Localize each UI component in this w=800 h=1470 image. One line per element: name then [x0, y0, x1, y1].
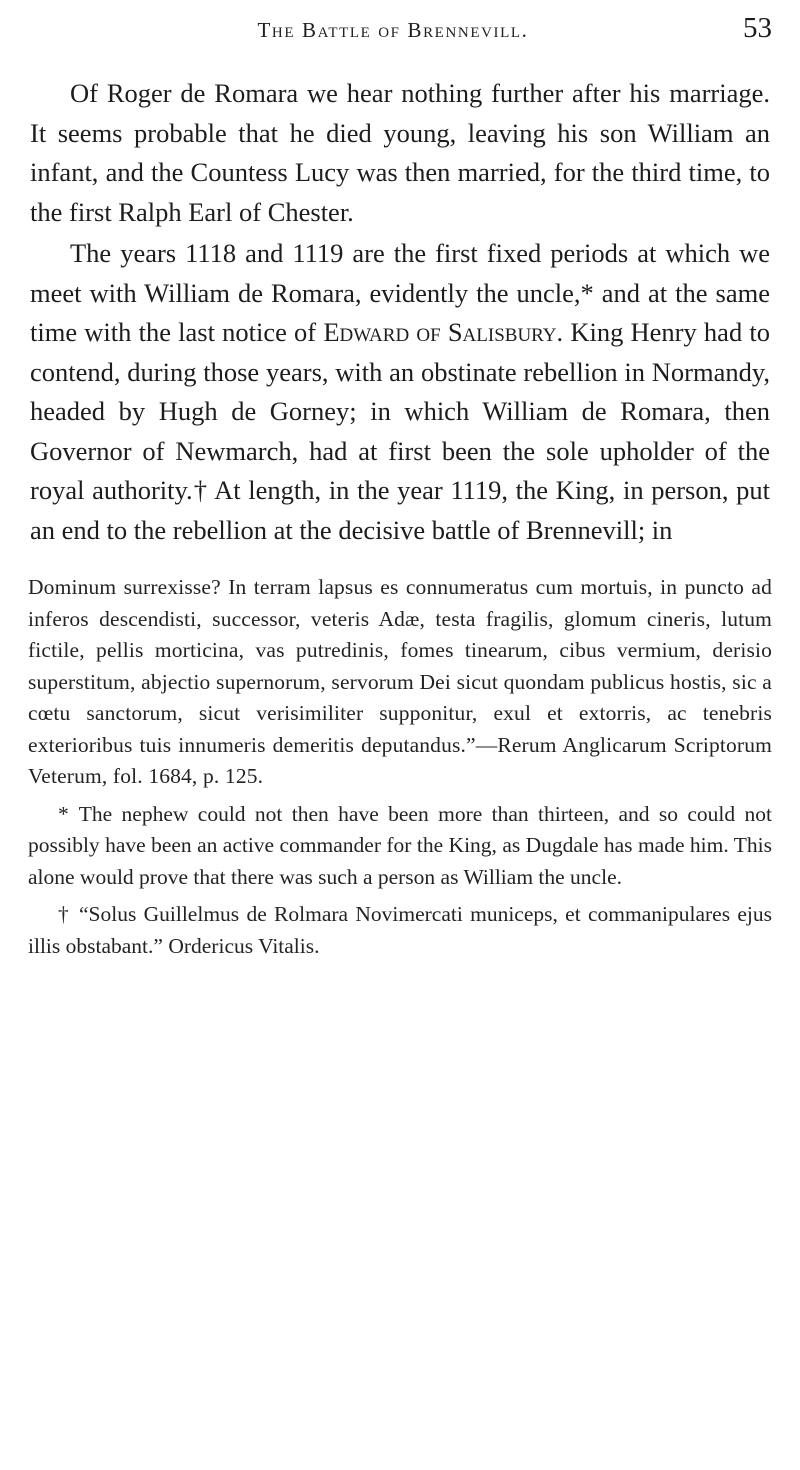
footnote-text-asterisk: The nephew could not then have been more than thirteen, and so could not possibly have been an active commander for the King, as Dugdale has made him. This alone would prove that there was such a person as William the uncle.: [28, 801, 772, 889]
page-header: [0, 12, 800, 56]
footnote-marker-dagger: †: [58, 902, 72, 926]
document-page: [0, 12, 800, 1470]
main-body: [30, 74, 770, 550]
footnote-block: [28, 572, 772, 962]
footnote-asterisk: [28, 799, 772, 894]
footnote-marker-asterisk: *: [58, 801, 70, 826]
page-bottom-margin: [0, 962, 800, 1042]
page-number: 53: [743, 12, 772, 44]
paragraph-1: Of Roger de Romara we hear nothing further after his marriage. It seems probable that he died young, leaving his son William an infant, and the Countess Lucy was then married, for the third time, to the first Ralph Earl of Chester.: [30, 78, 770, 227]
footnote-text-dagger: “Solus Guillelmus de Rolmara Novimercati municeps, et commanipulares ejus illis obstabant.” Ordericus Vitalis.: [28, 902, 772, 958]
running-head-title: The Battle of Brennevill.: [257, 18, 529, 42]
footnote-quotation: Dominum surrexisse? In terram lapsus es connumeratus cum mortuis, in puncto ad inferos descendisti, successor, veteris Adæ, testa fragilis, glomum cineris, lutum fictile, pellis morticina, vas putredinis, fomes tinearum, cibus vermium, derisio superstitum, abjectio supernorum, servorum Dei sicut quondam publicus hostis, sic a cœtu sanctorum, sicut verisimiliter supponitur, exul et extorris, ac tenebris exterioribus tuis innumeris demeritis deputandus.”—Rerum Anglicarum Scriptorum Veterum, fol. 1684, p. 125.: [28, 575, 772, 788]
footnote-dagger: [28, 899, 772, 962]
paragraph-2: The years 1118 and 1119 are the first fixed periods at which we meet with William de Romara, evidently the uncle,* and at the same time with the last notice of Edward of Salisbury. King Henry had to contend, during those years, with an obstinate rebellion in Normandy, headed by Hugh de Gorney; in which William de Romara, then Governor of Newmarch, had at first been the sole upholder of the royal authority.† At length, in the year 1119, the King, in person, put an end to the rebellion at the decisive battle of Brennevill; in: [30, 238, 770, 545]
